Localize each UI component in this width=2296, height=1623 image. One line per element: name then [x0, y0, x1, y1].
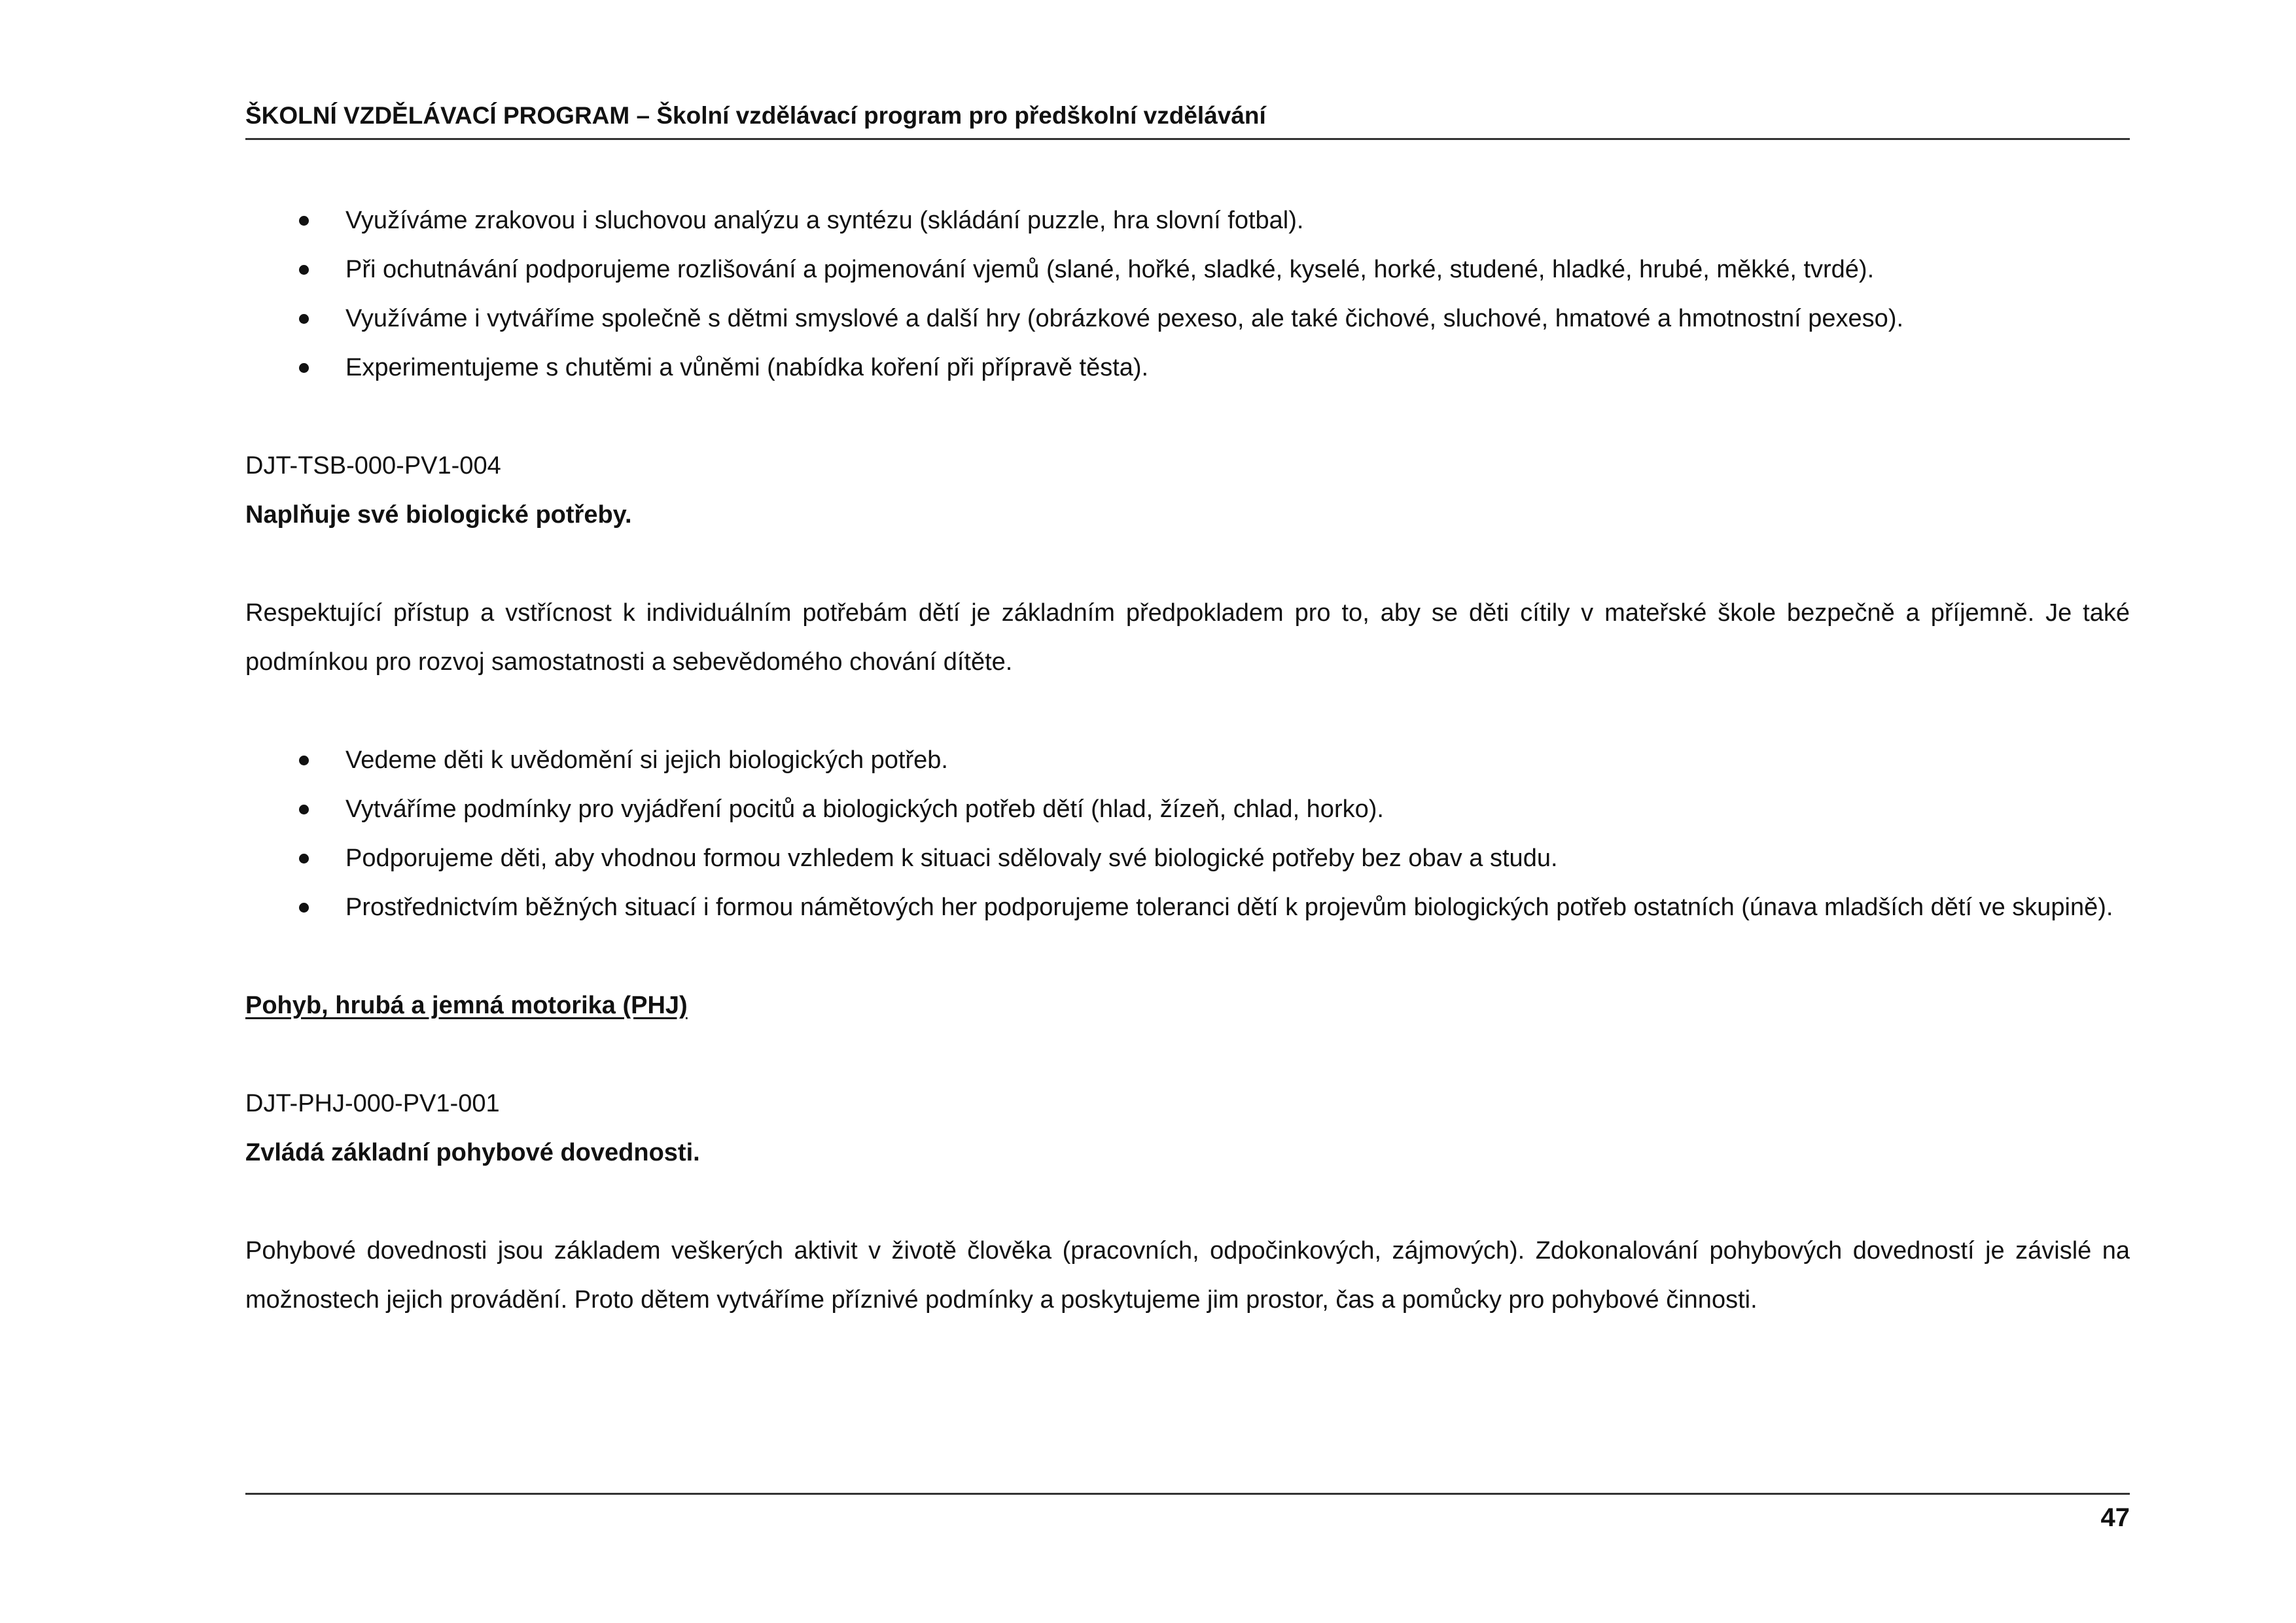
bullet-icon	[299, 265, 309, 275]
page-content	[245, 196, 2130, 1325]
page-header	[245, 98, 2130, 140]
spacer	[245, 1178, 2130, 1227]
bullet-icon	[299, 314, 309, 324]
spacer	[245, 393, 2130, 442]
bullet-icon	[299, 756, 309, 765]
page-number: 47	[2100, 1503, 2130, 1532]
list-item: Využíváme i vytváříme společně s dětmi smyslové a další hry (obrázkové pexeso, ale také čichové, sluchové, hmatové a hmotnostní pexeso).	[245, 294, 2130, 343]
outcome-title: Zvládá základní pohybové dovednosti.	[245, 1139, 700, 1166]
bullet-list-senses	[245, 196, 2130, 393]
list-item: Vedeme děti k uvědomění si jejich biologických potřeb.	[245, 736, 2130, 785]
bullet-icon	[299, 216, 309, 226]
bullet-icon	[299, 854, 309, 864]
footer-divider	[245, 1493, 2130, 1495]
list-item: Vytváříme podmínky pro vyjádření pocitů a biologických potřeb dětí (hlad, žízeň, chlad, horko).	[245, 785, 2130, 834]
list-item: Experimentujeme s chutěmi a vůněmi (nabídka koření při přípravě těsta).	[245, 343, 2130, 393]
outcome-code: DJT-PHJ-000-PV1-001	[245, 1090, 500, 1117]
spacer	[245, 540, 2130, 589]
header-title: ŠKOLNÍ VZDĚLÁVACÍ PROGRAM – Školní vzdělávací program pro předškolní vzdělávání	[245, 102, 1266, 129]
list-item: Při ochutnávání podporujeme rozlišování a pojmenování vjemů (slané, hořké, sladké, kyselé, horké, studené, hladké, hrubé, měkké, tvrdé).	[245, 245, 2130, 294]
bullet-icon	[299, 805, 309, 814]
outcome-paragraph: Respektující přístup a vstřícnost k individuálním potřebám dětí je základním předpokladem pro to, aby se děti cítily v mateřské škole bezpečně a příjemně. Je také podmínkou pro rozvoj samostatnosti a sebevědomého chování dítěte.	[245, 599, 2130, 676]
spacer	[245, 1030, 2130, 1079]
outcome-title: Naplňuje své biologické potřeby.	[245, 501, 632, 529]
spacer	[245, 932, 2130, 981]
bullet-icon	[299, 363, 309, 373]
bullet-icon	[299, 903, 309, 913]
bullet-list-biological-needs	[245, 736, 2130, 932]
list-item: Podporujeme děti, aby vhodnou formou vzhledem k situaci sdělovaly své biologické potřeby bez obav a studu.	[245, 834, 2130, 883]
section-heading: Pohyb, hrubá a jemná motorika (PHJ)	[245, 992, 688, 1019]
list-item: Využíváme zrakovou i sluchovou analýzu a syntézu (skládání puzzle, hra slovní fotbal).	[245, 196, 2130, 245]
list-item: Prostřednictvím běžných situací i formou námětových her podporujeme toleranci dětí k projevům biologických potřeb ostatních (únava mladších dětí ve skupině).	[245, 883, 2130, 932]
outcome-paragraph: Pohybové dovednosti jsou základem veškerých aktivit v životě člověka (pracovních, odpočinkových, zájmových). Zdokonalování pohybových dovedností je závislé na možnostech jejich provádění. Proto dětem vytváříme příznivé podmínky a poskytujeme jim prostor, čas a pomůcky pro pohybové činnosti.	[245, 1237, 2130, 1314]
spacer	[245, 687, 2130, 736]
outcome-code: DJT-TSB-000-PV1-004	[245, 452, 501, 480]
